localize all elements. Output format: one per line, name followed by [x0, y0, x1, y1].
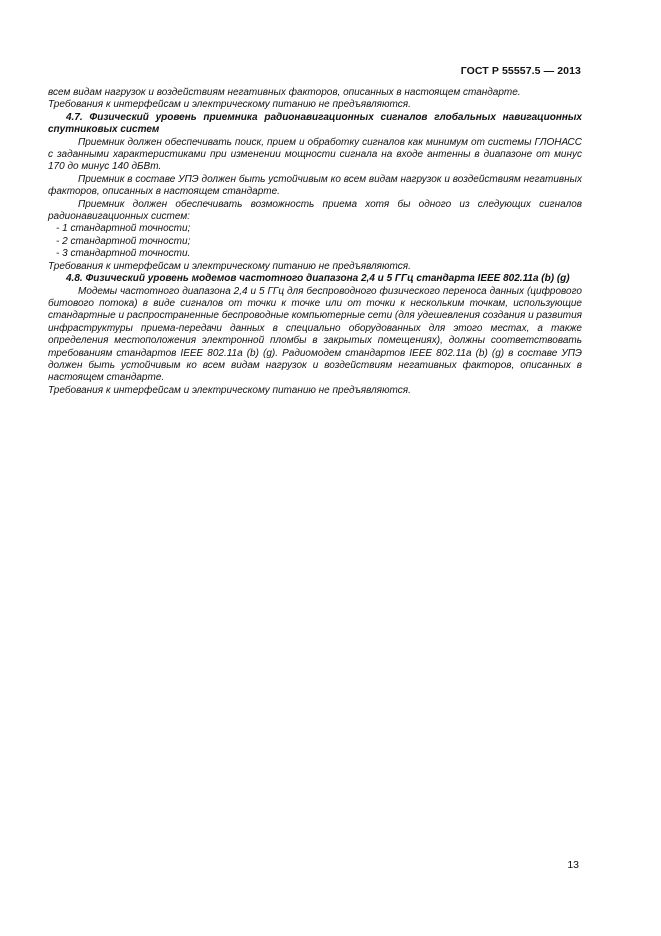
paragraph-modems: Модемы частотного диапазона 2,4 и 5 ГГц для беспроводного физического переноса данных (цифрового битового потока) в виде сигналов от точки к точке или от точки к нескольким точкам, использующие стандартные и распространенные беспроводные компьютерные сети (для удешевления создания и развития инфраструктуры приема-передачи данных в специально оборудованных для этого местах, а также определения местоположения электронной пломбы в закрытых помещениях), должны соответствовать требованиям стандартов IEEE 802.11a (b) (g). Радиомодем стандартов IEEE 802.11a (b) (g) в составе УПЭ должен быть устойчивым ко всем видам нагрузок и воздействиям негативных факторов, описанных в настоящем стандарте. [48, 285, 582, 384]
paragraph-receiver-signals: Приемник должен обеспечивать возможность приема хотя бы одного из следующих сигналов радионавигационных систем: [48, 198, 582, 223]
list-item: - 2 стандартной точности; [56, 235, 191, 247]
paragraph-requirements-note: Требования к интерфейсам и электрическому питанию не предъявляются. [48, 99, 411, 111]
document-body [48, 87, 582, 397]
paragraph-receiver-search: Приемник должен обеспечивать поиск, прием и обработку сигналов как минимум от системы ГЛОНАСС с заданными характеристиками при изменении мощности сигнала на входе антенны в диапазоне от минус 170 до минус 140 дБВт. [48, 136, 582, 173]
list-item: - 3 стандартной точности. [56, 248, 191, 260]
paragraph-continuation: всем видам нагрузок и воздействиям негативных факторов, описанных в настоящем стандарте. [48, 87, 521, 98]
document-code-header: ГОСТ Р 55557.5 — 2013 [460, 65, 581, 77]
section-heading-4-8: 4.8. Физический уровень модемов частотного диапазона 2,4 и 5 ГГц стандарта IEEE 802.11a (b) (g) [66, 273, 570, 285]
list-item: - 1 стандартной точности; [56, 223, 191, 235]
section-heading-4-7: 4.7. Физический уровень приемника радионавигационных сигналов глобальных навигационных спутниковых систем [48, 111, 582, 136]
paragraph-receiver-robustness: Приемник в составе УПЭ должен быть устойчивым ко всем видам нагрузок и воздействиям негативных факторов, описанных в настоящем стандарте. [48, 173, 582, 198]
paragraph-requirements-note: Требования к интерфейсам и электрическому питанию не предъявляются. [48, 384, 411, 396]
page-number: 13 [567, 859, 579, 871]
paragraph-requirements-note: Требования к интерфейсам и электрическому питанию не предъявляются. [48, 260, 411, 272]
